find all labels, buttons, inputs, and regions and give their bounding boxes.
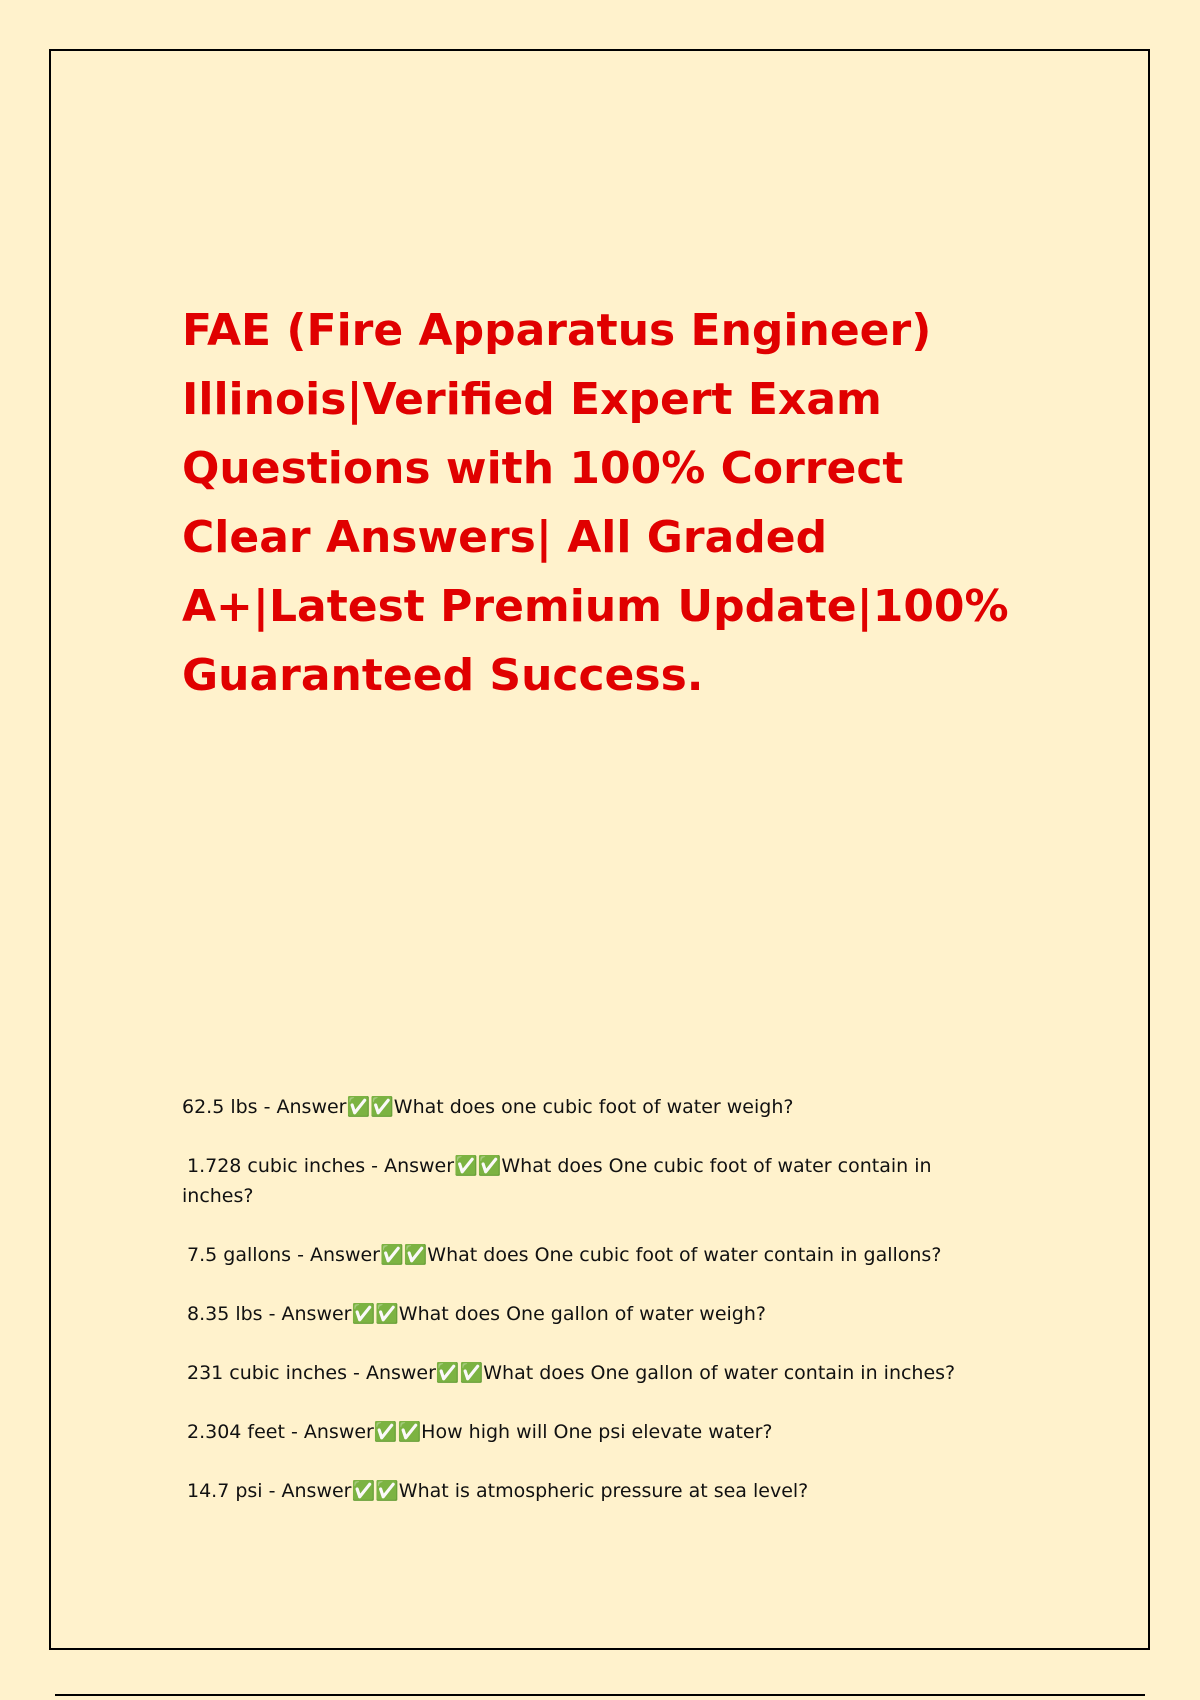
document-title: FAE (Fire Apparatus Engineer) Illinois|Verified Expert Exam Questions with 100% Correct Clear Answers| All Graded A+|Latest Premium Update|100% Guaranteed Success. <box>182 305 1009 701</box>
qa-item-5: 231 cubic inches - Answer✅✅What does One gallon of water contain in inches? <box>187 1362 956 1384</box>
qa-item-4: 8.35 lbs - Answer✅✅What does One gallon of water weigh? <box>187 1303 766 1325</box>
qa-item-1: 62.5 lbs - Answer✅✅What does one cubic foot of water weigh? <box>182 1096 794 1118</box>
qa-item-2: 1.728 cubic inches - Answer✅✅What does One cubic foot of water contain in inches? <box>182 1155 932 1207</box>
qa-item-3: 7.5 gallons - Answer✅✅What does One cubic foot of water contain in gallons? <box>187 1244 942 1266</box>
bottom-rule <box>55 1694 1145 1696</box>
qa-item-7: 14.7 psi - Answer✅✅What is atmospheric pressure at sea level? <box>187 1480 809 1502</box>
qa-item-6: 2.304 feet - Answer✅✅How high will One psi elevate water? <box>187 1421 773 1443</box>
qa-list <box>182 1092 1002 1535</box>
